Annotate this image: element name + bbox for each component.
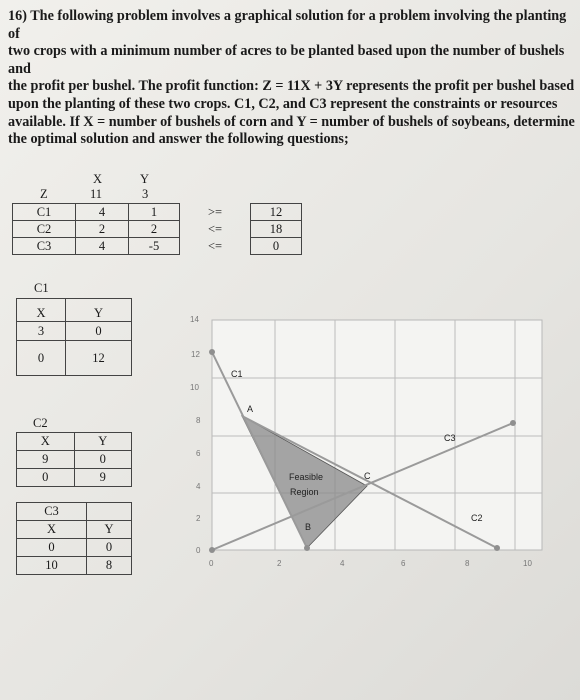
col-head-x: X	[17, 299, 66, 322]
cell-x: 9	[17, 451, 75, 469]
cell-x: 0	[17, 469, 75, 487]
row-op: <=	[207, 238, 223, 253]
cell-y: 0	[74, 451, 132, 469]
row-y: 1	[129, 204, 180, 221]
col-head-y: Y	[66, 299, 132, 322]
region-label-line-2: Region	[290, 487, 319, 497]
table-row	[17, 521, 132, 539]
x-tick: 10	[523, 559, 532, 568]
model-header-y: Y	[140, 172, 150, 186]
intercept-table	[16, 298, 132, 376]
point-label-b: B	[305, 522, 312, 532]
col-head-x: X	[17, 521, 87, 539]
row-x: 4	[76, 204, 129, 221]
model-row-z-label: Z	[40, 187, 48, 201]
table-row	[17, 341, 132, 376]
cell-y: 9	[99, 470, 106, 484]
intercept-title: C3	[17, 503, 87, 521]
region-label-line-1: Feasible	[289, 472, 324, 482]
cell-x: 0	[17, 539, 87, 557]
problem-line-4: upon the planting of these two crops. C1, C2, and C3 represent the constraints or resources	[8, 95, 558, 112]
row-rhs: 12	[251, 204, 302, 221]
problem-line-5: available. If X = number of bushels of corn and Y = number of bushels of soybeans, determine	[8, 113, 575, 130]
x-axis-ticks	[209, 559, 532, 568]
x-tick: 8	[465, 559, 470, 568]
intercept-title: C2	[33, 416, 48, 430]
point-label-a: A	[247, 404, 254, 414]
model-header-x: X	[93, 172, 103, 186]
cell-x: 3	[17, 322, 66, 341]
table-row	[13, 238, 302, 255]
col-head-y: Y	[74, 433, 132, 451]
intercept-title: C1	[34, 281, 49, 295]
table-row	[17, 557, 132, 575]
model-row-z-y: 3	[142, 187, 149, 201]
problem-statement	[8, 8, 576, 149]
table-row	[17, 469, 132, 487]
table-row	[13, 204, 302, 221]
line-label-c2: C2	[471, 513, 483, 523]
table-row	[17, 539, 132, 557]
table-row	[17, 299, 132, 322]
intercept-table	[16, 502, 132, 575]
row-label: C3	[13, 238, 76, 255]
table-row	[17, 322, 132, 341]
table-row	[17, 433, 132, 451]
feasible-region-graph	[180, 305, 580, 585]
cell-x: 10	[17, 557, 87, 575]
y-tick: 6	[196, 449, 201, 458]
x-tick: 2	[277, 559, 282, 568]
problem-line-6: the optimal solution and answer the following questions;	[8, 131, 349, 148]
cell-y: 0	[66, 322, 132, 341]
cell-y: 0	[86, 539, 131, 557]
row-y: -5	[129, 238, 180, 255]
x-tick: 6	[401, 559, 406, 568]
point-origin	[209, 547, 215, 553]
x-tick: 4	[340, 559, 345, 568]
cell-y: 12	[92, 350, 105, 365]
line-label-c3: C3	[444, 433, 456, 443]
problem-line-2: two crops with a minimum number of acres to be planted based upon the number of bushels and	[8, 43, 565, 77]
row-x: 2	[76, 221, 129, 238]
row-op: >=	[207, 204, 223, 219]
point-b	[304, 545, 310, 551]
table-row	[17, 451, 132, 469]
col-head-y: Y	[86, 521, 131, 539]
problem-line-3: the profit per bushel. The profit function: Z = 11X + 3Y represents the profit per bushel based	[8, 78, 575, 95]
problem-line-1: The following problem involves a graphical solution for a problem involving the planting of	[8, 8, 567, 42]
model-row-z-x: 11	[90, 187, 103, 201]
row-label: C2	[13, 221, 76, 238]
y-tick: 0	[196, 546, 201, 555]
x-tick: 0	[209, 559, 214, 568]
y-tick: 14	[190, 315, 199, 324]
row-rhs: 0	[251, 238, 302, 255]
row-op: <=	[207, 221, 223, 236]
problem-number: 16)	[8, 8, 27, 24]
point-label-c: C	[364, 471, 371, 481]
y-axis-ticks	[190, 315, 201, 555]
point-c1-y-intercept	[209, 349, 215, 355]
row-x: 4	[76, 238, 129, 255]
table-row	[13, 221, 302, 238]
table-row	[17, 503, 132, 521]
y-tick: 2	[196, 514, 201, 523]
cell-x: 0	[17, 341, 66, 376]
y-tick: 8	[196, 416, 201, 425]
y-tick: 4	[196, 482, 201, 491]
row-y: 2	[129, 221, 180, 238]
intercept-table	[16, 432, 132, 487]
y-tick: 12	[191, 350, 200, 359]
row-label: C1	[13, 204, 76, 221]
line-label-c1: C1	[231, 369, 243, 379]
row-rhs: 18	[251, 221, 302, 238]
point-c3-end	[510, 420, 516, 426]
point-c2-x-intercept	[494, 545, 500, 551]
y-tick: 10	[190, 383, 199, 392]
cell-y: 8	[105, 558, 113, 572]
constraint-table	[12, 203, 302, 255]
col-head-x: X	[17, 433, 75, 451]
